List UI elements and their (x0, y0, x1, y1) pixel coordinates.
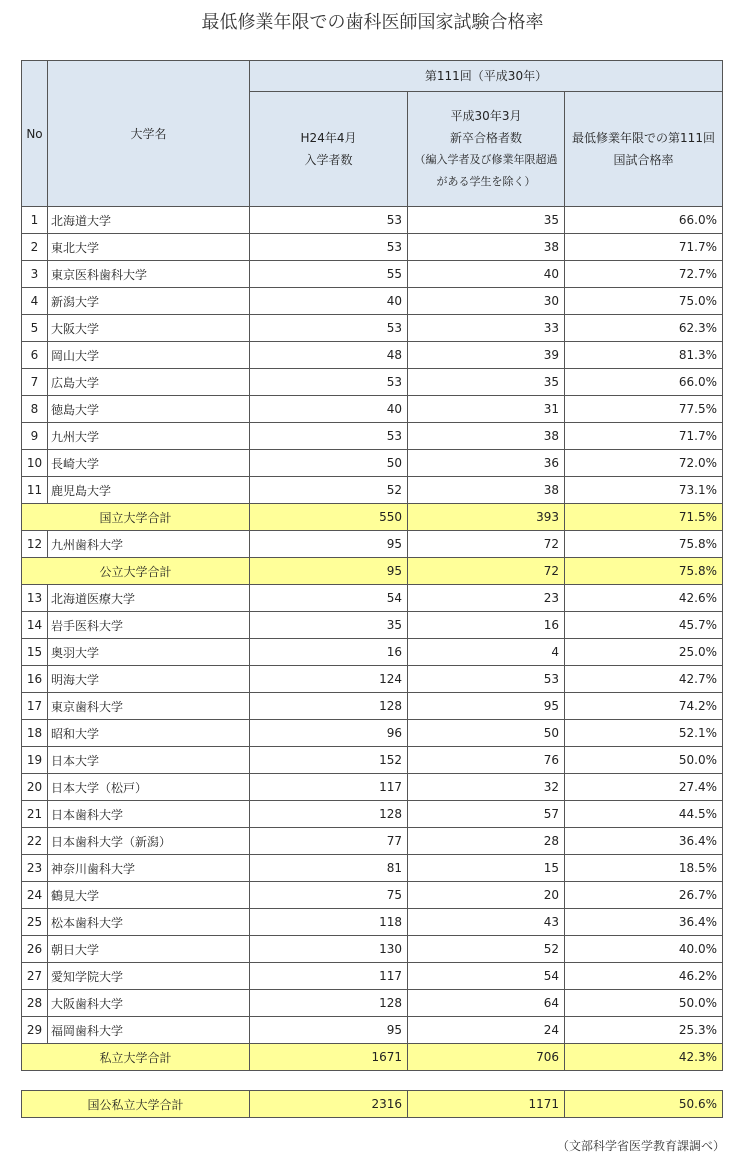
row-number: 4 (22, 288, 48, 315)
entrants-count: 53 (250, 315, 408, 342)
university-name: 松本歯科大学 (48, 909, 250, 936)
university-name: 日本大学（松戸） (48, 774, 250, 801)
pass-rate: 66.0% (565, 207, 723, 234)
passed-count: 54 (408, 963, 565, 990)
entrants-count: 77 (250, 828, 408, 855)
passed-count: 31 (408, 396, 565, 423)
table-row (22, 288, 723, 315)
entrants-count: 96 (250, 720, 408, 747)
passed-count: 64 (408, 990, 565, 1017)
header-passed-line: 平成30年3月 (450, 109, 522, 123)
passed-count: 95 (408, 693, 565, 720)
pass-rate: 81.3% (565, 342, 723, 369)
entrants-count: 81 (250, 855, 408, 882)
university-name: 北海道医療大学 (48, 585, 250, 612)
passed-count: 24 (408, 1017, 565, 1044)
passed-count: 38 (408, 477, 565, 504)
university-name: 日本大学 (48, 747, 250, 774)
entrants-count: 53 (250, 234, 408, 261)
row-number: 26 (22, 936, 48, 963)
entrants-count: 52 (250, 477, 408, 504)
subtotal-row (22, 1091, 723, 1118)
entrants-count: 48 (250, 342, 408, 369)
pass-rate: 42.7% (565, 666, 723, 693)
pass-rate: 75.8% (565, 531, 723, 558)
university-name: 奥羽大学 (48, 639, 250, 666)
entrants-count: 118 (250, 909, 408, 936)
passed-count: 30 (408, 288, 565, 315)
subtotal-label: 公立大学合計 (22, 558, 250, 585)
university-name: 徳島大学 (48, 396, 250, 423)
passed-count: 15 (408, 855, 565, 882)
row-number: 11 (22, 477, 48, 504)
entrants-count: 128 (250, 801, 408, 828)
pass-rate: 62.3% (565, 315, 723, 342)
subtotal-passed: 72 (408, 558, 565, 585)
subtotal-row (22, 504, 723, 531)
entrants-count: 50 (250, 450, 408, 477)
pass-rate: 52.1% (565, 720, 723, 747)
table-row (22, 261, 723, 288)
pass-rate: 72.7% (565, 261, 723, 288)
university-name: 日本歯科大学（新潟） (48, 828, 250, 855)
subtotal-entrants: 95 (250, 558, 408, 585)
row-number: 6 (22, 342, 48, 369)
pass-rate: 36.4% (565, 828, 723, 855)
entrants-count: 53 (250, 369, 408, 396)
table-row (22, 207, 723, 234)
entrants-count: 130 (250, 936, 408, 963)
table-row (22, 801, 723, 828)
university-name: 新潟大学 (48, 288, 250, 315)
table-row (22, 477, 723, 504)
page-title: 最低修業年限での歯科医師国家試験合格率 (201, 12, 544, 33)
table-row (22, 828, 723, 855)
pass-rate: 75.0% (565, 288, 723, 315)
university-name: 九州歯科大学 (48, 531, 250, 558)
university-name: 明海大学 (48, 666, 250, 693)
university-name: 広島大学 (48, 369, 250, 396)
header-rate-line: 最低修業年限での第111回 (572, 131, 715, 145)
row-number: 12 (22, 531, 48, 558)
subtotal-rate: 42.3% (565, 1044, 723, 1071)
subtotal-rate: 75.8% (565, 558, 723, 585)
row-number: 16 (22, 666, 48, 693)
passed-count: 50 (408, 720, 565, 747)
pass-rate-table (21, 60, 723, 1071)
table-row (22, 693, 723, 720)
university-name: 長崎大学 (48, 450, 250, 477)
university-name: 愛知学院大学 (48, 963, 250, 990)
entrants-count: 16 (250, 639, 408, 666)
passed-count: 35 (408, 207, 565, 234)
pass-rate: 50.0% (565, 990, 723, 1017)
row-number: 8 (22, 396, 48, 423)
subtotal-row (22, 558, 723, 585)
passed-count: 40 (408, 261, 565, 288)
subtotal-row (22, 1044, 723, 1071)
entrants-count: 95 (250, 531, 408, 558)
table-row (22, 1017, 723, 1044)
row-number: 22 (22, 828, 48, 855)
table-row (22, 342, 723, 369)
grand-total-table (21, 1090, 723, 1118)
table-row (22, 747, 723, 774)
header-university: 大学名 (48, 61, 250, 207)
table-row (22, 639, 723, 666)
table-row (22, 990, 723, 1017)
table-row (22, 963, 723, 990)
university-name: 鹿児島大学 (48, 477, 250, 504)
row-number: 17 (22, 693, 48, 720)
pass-rate: 25.3% (565, 1017, 723, 1044)
header-passed-line: （編入学者及び修業年限超過 (414, 153, 558, 166)
entrants-count: 40 (250, 288, 408, 315)
university-name: 岡山大学 (48, 342, 250, 369)
pass-rate: 74.2% (565, 693, 723, 720)
passed-count: 35 (408, 369, 565, 396)
subtotal-rate: 50.6% (565, 1091, 723, 1118)
table-row (22, 666, 723, 693)
subtotal-passed: 706 (408, 1044, 565, 1071)
row-number: 27 (22, 963, 48, 990)
header-passed (408, 92, 565, 207)
passed-count: 38 (408, 234, 565, 261)
table-row (22, 369, 723, 396)
entrants-count: 124 (250, 666, 408, 693)
pass-rate: 71.7% (565, 423, 723, 450)
row-number: 10 (22, 450, 48, 477)
row-number: 28 (22, 990, 48, 1017)
row-number: 19 (22, 747, 48, 774)
university-name: 北海道大学 (48, 207, 250, 234)
table-row (22, 234, 723, 261)
entrants-count: 35 (250, 612, 408, 639)
pass-rate: 40.0% (565, 936, 723, 963)
pass-rate: 66.0% (565, 369, 723, 396)
passed-count: 53 (408, 666, 565, 693)
subtotal-label: 国公私立大学合計 (22, 1091, 250, 1118)
subtotal-entrants: 1671 (250, 1044, 408, 1071)
row-number: 25 (22, 909, 48, 936)
university-name: 九州大学 (48, 423, 250, 450)
entrants-count: 53 (250, 207, 408, 234)
row-number: 21 (22, 801, 48, 828)
pass-rate: 45.7% (565, 612, 723, 639)
university-name: 昭和大学 (48, 720, 250, 747)
row-number: 9 (22, 423, 48, 450)
table-row (22, 612, 723, 639)
passed-count: 76 (408, 747, 565, 774)
passed-count: 57 (408, 801, 565, 828)
table-row (22, 936, 723, 963)
table-row (22, 531, 723, 558)
header-entrants (250, 92, 408, 207)
pass-rate: 25.0% (565, 639, 723, 666)
subtotal-entrants: 550 (250, 504, 408, 531)
table-row (22, 720, 723, 747)
row-number: 29 (22, 1017, 48, 1044)
entrants-count: 128 (250, 693, 408, 720)
subtotal-label: 私立大学合計 (22, 1044, 250, 1071)
university-name: 大阪歯科大学 (48, 990, 250, 1017)
entrants-count: 128 (250, 990, 408, 1017)
entrants-count: 117 (250, 963, 408, 990)
passed-count: 32 (408, 774, 565, 801)
university-name: 朝日大学 (48, 936, 250, 963)
pass-rate: 71.7% (565, 234, 723, 261)
header-exam: 第111回（平成30年） (250, 61, 723, 92)
row-number: 5 (22, 315, 48, 342)
passed-count: 23 (408, 585, 565, 612)
table-row (22, 315, 723, 342)
entrants-count: 55 (250, 261, 408, 288)
entrants-count: 95 (250, 1017, 408, 1044)
entrants-count: 152 (250, 747, 408, 774)
passed-count: 52 (408, 936, 565, 963)
pass-rate: 73.1% (565, 477, 723, 504)
row-number: 7 (22, 369, 48, 396)
university-name: 東北大学 (48, 234, 250, 261)
passed-count: 43 (408, 909, 565, 936)
passed-count: 28 (408, 828, 565, 855)
row-number: 2 (22, 234, 48, 261)
table-row (22, 855, 723, 882)
entrants-count: 117 (250, 774, 408, 801)
header-passed-line: がある学生を除く） (436, 175, 536, 188)
university-name: 日本歯科大学 (48, 801, 250, 828)
pass-rate: 46.2% (565, 963, 723, 990)
header-passed-line: 新卒合格者数 (449, 131, 522, 145)
pass-rate: 36.4% (565, 909, 723, 936)
passed-count: 20 (408, 882, 565, 909)
entrants-count: 40 (250, 396, 408, 423)
row-number: 18 (22, 720, 48, 747)
subtotal-rate: 71.5% (565, 504, 723, 531)
subtotal-entrants: 2316 (250, 1091, 408, 1118)
pass-rate: 26.7% (565, 882, 723, 909)
passed-count: 38 (408, 423, 565, 450)
row-number: 14 (22, 612, 48, 639)
header-rate-line: 国試合格率 (613, 153, 674, 167)
passed-count: 16 (408, 612, 565, 639)
subtotal-label: 国立大学合計 (22, 504, 250, 531)
header-entrants-line: 入学者数 (304, 153, 353, 167)
passed-count: 72 (408, 531, 565, 558)
university-name: 東京医科歯科大学 (48, 261, 250, 288)
university-name: 岩手医科大学 (48, 612, 250, 639)
header-rate (565, 92, 723, 207)
subtotal-passed: 393 (408, 504, 565, 531)
row-number: 23 (22, 855, 48, 882)
table-row (22, 882, 723, 909)
university-name: 鶴見大学 (48, 882, 250, 909)
passed-count: 36 (408, 450, 565, 477)
subtotal-passed: 1171 (408, 1091, 565, 1118)
entrants-count: 75 (250, 882, 408, 909)
table-row (22, 909, 723, 936)
source-note: （文部科学省医学教育課調べ） (556, 1139, 725, 1153)
pass-rate: 50.0% (565, 747, 723, 774)
table-row (22, 585, 723, 612)
university-name: 福岡歯科大学 (48, 1017, 250, 1044)
row-number: 20 (22, 774, 48, 801)
pass-rate: 18.5% (565, 855, 723, 882)
header-entrants-line: H24年4月 (300, 131, 357, 145)
row-number: 15 (22, 639, 48, 666)
pass-rate: 72.0% (565, 450, 723, 477)
passed-count: 39 (408, 342, 565, 369)
entrants-count: 54 (250, 585, 408, 612)
passed-count: 33 (408, 315, 565, 342)
pass-rate: 27.4% (565, 774, 723, 801)
row-number: 3 (22, 261, 48, 288)
university-name: 神奈川歯科大学 (48, 855, 250, 882)
table-row (22, 396, 723, 423)
pass-rate: 44.5% (565, 801, 723, 828)
row-number: 1 (22, 207, 48, 234)
table-row (22, 450, 723, 477)
pass-rate: 77.5% (565, 396, 723, 423)
university-name: 東京歯科大学 (48, 693, 250, 720)
pass-rate: 42.6% (565, 585, 723, 612)
university-name: 大阪大学 (48, 315, 250, 342)
passed-count: 4 (408, 639, 565, 666)
header-no: No (22, 61, 48, 207)
entrants-count: 53 (250, 423, 408, 450)
row-number: 24 (22, 882, 48, 909)
table-row (22, 774, 723, 801)
table-row (22, 423, 723, 450)
row-number: 13 (22, 585, 48, 612)
